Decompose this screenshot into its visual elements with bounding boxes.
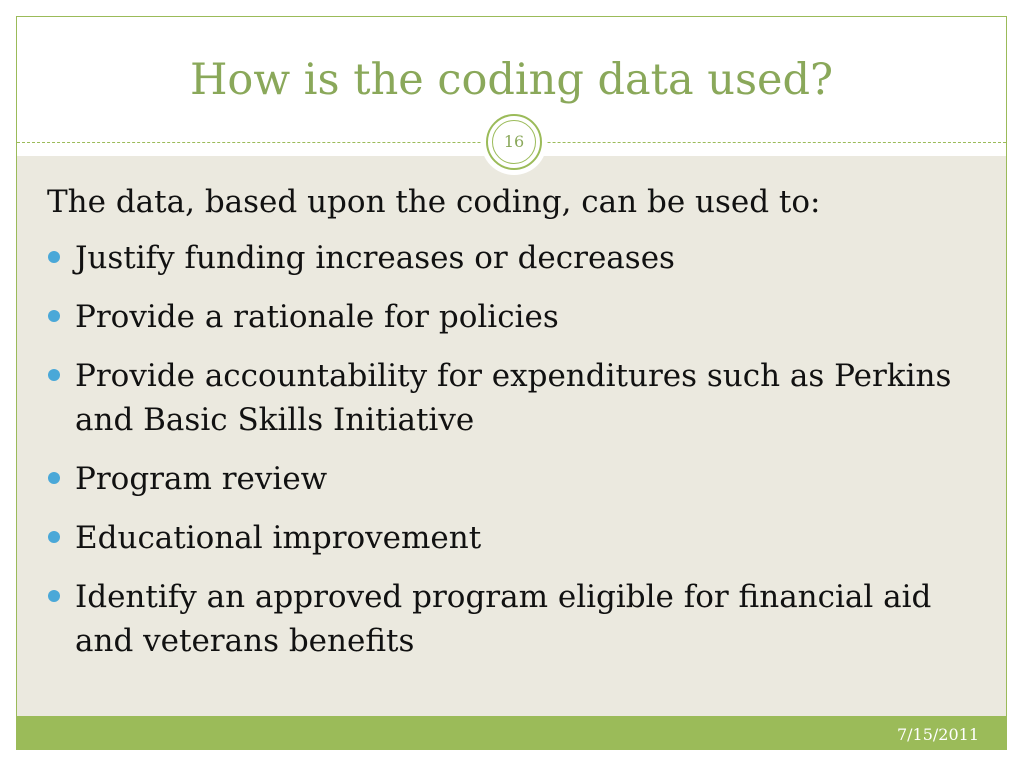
slide-title: How is the coding data used?: [189, 55, 834, 105]
bullet-text: Justify funding increases or decreases: [75, 240, 675, 276]
bullet-text: Identify an approved program eligible for financial aid and veterans benefits: [75, 579, 932, 659]
bullet-text: Provide a rationale for policies: [75, 299, 559, 335]
footer-date: 7/15/2011: [896, 725, 979, 744]
slide-frame: [16, 16, 1007, 750]
bullet-text: Educational improvement: [75, 520, 482, 556]
bullet-text: Program review: [75, 461, 328, 497]
bullet-text: Provide accountability for expenditures such as Perkins and Basic Skills Initiative: [75, 358, 952, 438]
intro-text: The data, based upon the coding, can be used to:: [47, 184, 821, 220]
page-number: 16: [492, 120, 536, 164]
